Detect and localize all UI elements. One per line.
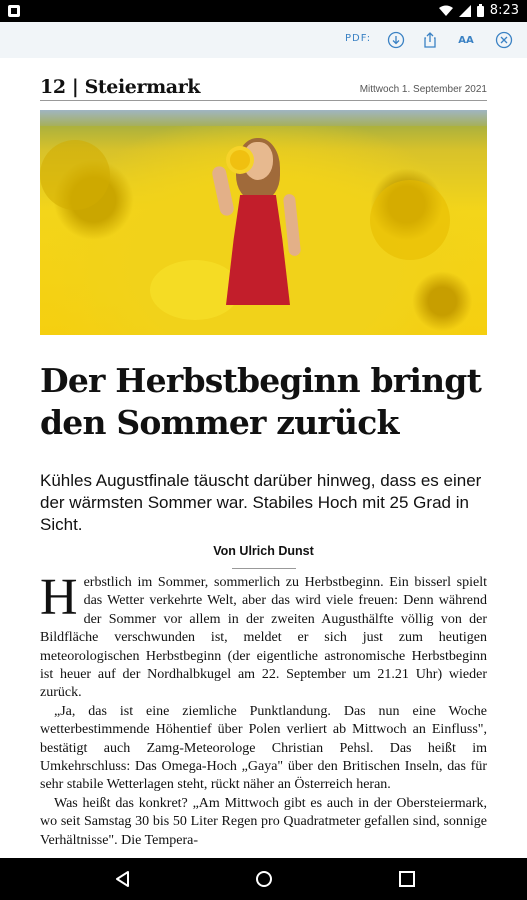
status-bar [0, 0, 527, 22]
download-icon [387, 31, 405, 49]
article-headline [40, 360, 490, 444]
font-size-button[interactable]: AA [458, 34, 474, 46]
red-dress [226, 195, 290, 305]
home-icon[interactable] [254, 869, 274, 889]
drop-cap: H [40, 569, 78, 626]
section-title: 12 | Steiermark [40, 76, 201, 98]
wifi-icon [439, 5, 453, 17]
newspaper-page[interactable] [0, 58, 527, 858]
headline-line: Der Herbstbeginn bringt [40, 361, 482, 400]
person-arm [211, 165, 235, 217]
sunflower-blur [40, 140, 110, 210]
sunflower [230, 150, 250, 170]
issue-date: Mittwoch 1. September 2021 [359, 84, 487, 95]
share-button[interactable] [420, 30, 440, 50]
signal-icon [459, 5, 471, 17]
sunflower-blur [370, 180, 450, 260]
clock: 8:23 [489, 3, 519, 18]
page-header [40, 76, 487, 101]
recents-icon[interactable] [397, 869, 417, 889]
notification-icon [8, 5, 20, 17]
download-pdf-button[interactable] [386, 30, 406, 50]
close-button[interactable] [494, 30, 514, 50]
paragraph-text: erbstlich im Sommer, sommerlich zu Herbstbeginn. Ein bisserl spielt das Wetter verkehrte Welt, aber das wird viele freuen: Denn während der Sommer vor allem in der zweiten Augusthälfte völlig von der Bildfläche verschwunden ist, meldet er sich just zum heutigen meteorologischen Herbstbeginn (der eigentliche astronomische Herbstbeginn ist heuer auf der Nordhalbkugel am 22. September um 21.21 Uhr) wieder zurück. [40, 575, 487, 701]
article-photo [40, 110, 487, 335]
close-icon [495, 31, 513, 49]
pdf-label: PDF: [345, 33, 372, 44]
paragraph: „Ja, das ist eine ziemliche Punktlandung. Das nun eine Woche wetterbestimmende Höhentief über Polen verliert ab Mittwoch an Einfluss", bestätigt auch Zamg-Meteorologe Christian Pehsl. Das heißt im Umkehrschluss: Das Omega-Hoch „Gaya" über den Britischen Inseln, das für sehr stabile Wetterlagen steht, rückt näher an Österreich heran. [40, 703, 487, 793]
paragraph [40, 569, 487, 703]
byline-rule [232, 568, 296, 569]
paragraph: Was heißt das konkret? „Am Mittwoch gibt es auch in der Obersteiermark, wo seit Samstag 30 bis 50 Liter Regen pro Quadratmeter gefallen sind, sonnige Verhältnisse". Die Tempera- [40, 795, 487, 848]
battery-icon [477, 4, 484, 17]
sunflower-blur [150, 260, 240, 320]
headline-line: den Sommer zurück [40, 403, 399, 442]
article-body [40, 569, 487, 850]
status-icons [439, 3, 519, 18]
reader-toolbar [0, 22, 527, 59]
article-lead: Kühles Augustfinale täuscht darüber hinweg, dass es einer der wärmsten Sommer war. Stabiles Hoch mit 25 Grad in Sicht. [40, 471, 482, 534]
byline: Von Ulrich Dunst [213, 544, 314, 558]
photo-sky [40, 110, 487, 126]
back-icon[interactable] [113, 869, 133, 889]
person-arm [283, 194, 301, 257]
share-icon [421, 31, 439, 49]
navigation-bar [0, 858, 527, 900]
